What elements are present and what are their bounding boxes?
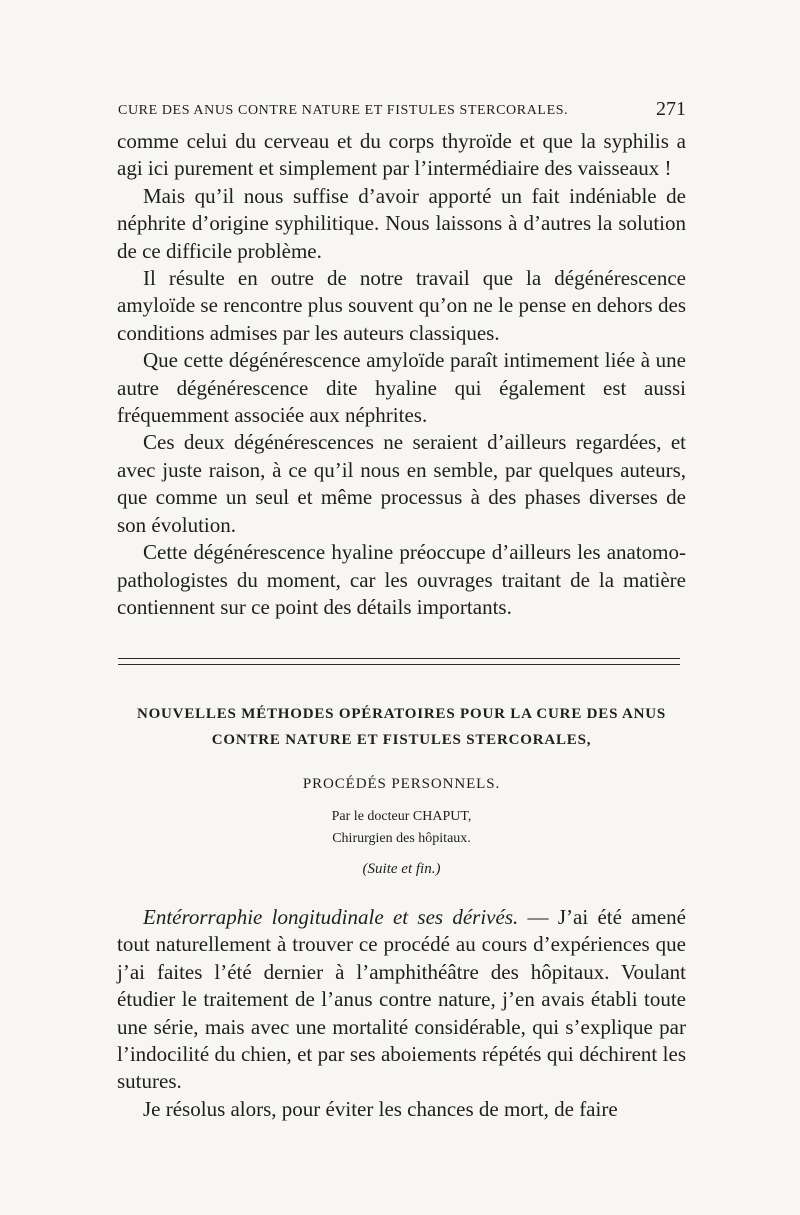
paragraph [117,904,686,1096]
author-name: Par le docteur CHAPUT, [331,809,472,824]
running-head-title: CURE DES ANUS CONTRE NATURE ET FISTULES STERCORALES. [118,103,569,118]
paragraph: Il résulte en outre de notre travail que la dégénérescence amyloïde se rencontre plus souvent qu’on ne le pense en dehors des conditions admises par les auteurs classiques. [117,266,686,345]
paragraph: Que cette dégénérescence amyloïde paraît intimement liée à une autre dégénérescence dite hyaline qui également est aussi fréquemment associée aux néphrites. [117,348,686,428]
page-number: 271 [656,98,686,120]
section-lead-italic: Entérorraphie longitudinale et ses dérivés. [143,905,519,929]
running-head [118,99,686,123]
continued-note: (Suite et fin.) [362,861,441,877]
body-text-part1 [117,128,686,621]
article-title-line2: CONTRE NATURE ET FISTULES STERCORALES, [211,732,592,748]
byline [117,806,686,850]
section-divider-top [118,658,680,659]
article-title [117,701,686,753]
article-title-line1: NOUVELLES MÉTHODES OPÉRATOIRES POUR LA CURE DES ANUS [136,706,667,722]
paragraph: Ces deux dégénérescences ne seraient d’ailleurs regardées, et avec juste raison, à ce qu’il nous en semble, par quelques auteurs, que comme un seul et même processus à des phases diverses de son évolution. [117,430,686,537]
paragraph: Cette dégénérescence hyaline préoccupe d’ailleurs les anatomo-pathologistes du moment, car les ouvrages traitant de la matière contiennent sur ce point des détails importants. [117,540,686,619]
author-role: Chirurgien des hôpitaux. [332,831,471,846]
paragraph: Je résolus alors, pour éviter les chances de mort, de faire [143,1096,618,1121]
body-text-part2 [117,904,686,1123]
section-divider-bottom [118,664,680,665]
paragraph-continuation: comme celui du cerveau et du corps thyroïde et que la syphilis a agi ici purement et simplement par l’intermédiaire des vaisseaux ! [117,129,686,181]
section-lead-text: — J’ai été amené tout naturellement à trouver ce procédé au cours d’expériences que j’ai faites l’été dernier à l’amphithéâtre des hôpitaux. Voulant étudier le traitement de l’anus contre nature, j’en avais établi toute une série, mais avec une mortalité considérable, qui s’explique par l’indocilité du chien, et par ses aboiements répétés qui déchirent les sutures. [117,905,686,1094]
article-subtitle: PROCÉDÉS PERSONNELS. [302,776,501,792]
paragraph: Mais qu’il nous suffise d’avoir apporté un fait indéniable de néphrite d’origine syphilitique. Nous laissons à d’autres la solution de ce difficile problème. [117,183,686,263]
